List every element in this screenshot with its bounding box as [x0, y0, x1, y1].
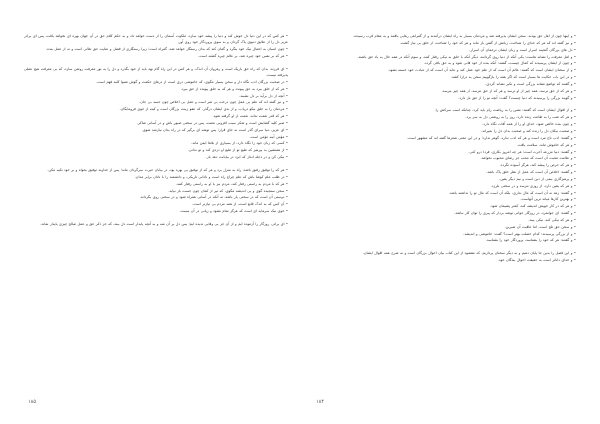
paragraph: • ای برادر، روزگار را آزموده ایم و از آن جز بی وفایی ندیده ایم؛ پس دل بر آن منه و به آنچه پایدار است دل ببند، که جز ذکر حق و عمل صالح چیزی پایدار نماند.	[40, 221, 288, 226]
paragraph: • آنچه از دل برآید بر دل نشیند.	[239, 93, 288, 98]
paragraph: • از همنشین بد بپرهیز که طبع تو از طبع او دزدی کند و تو ندانی.	[187, 148, 288, 153]
paragraph: • و چون بنده خالص شود، خدای او را از همه آفات نگاه دارد.	[482, 122, 576, 127]
paragraph: • و صحبت نیکان دل را زنده کند و صحبت بدان دل را بمیراند.	[481, 128, 576, 133]
paragraph: • و هر که یقین دارد، از روزی نترسد و در سختی نلرزد.	[490, 183, 576, 188]
paragraph: • دل های بزرگان گنجینه اسرار است و زبان ایشان ترجمان آن اسرار.	[469, 47, 576, 52]
paragraph: • و این فصل را بدین جا پایان دهیم و به دیگر سخنان پردازیم، که مقصود از این کتاب بیان احوال بزرگان است و نه شرح همه اقوال ایشان.	[362, 251, 576, 256]
left-page-text	[24, 33, 288, 227]
paragraph: • خوی نیک سرمایه ای است که هرگز تمام نشود و زیانی در آن نیست.	[179, 209, 288, 214]
paragraph: • و از بزرگی پرسیدند: کدام خصلت بهتر است؟ گفت: خاموشی و اندیشه.	[463, 231, 576, 236]
left-page	[24, 33, 288, 396]
paragraph: • و گفتند: زهد نه آن است که مال نداری، بلکه آن است که مال تو را نداشته باشد.	[448, 190, 576, 195]
paragraph: • و از اقوال ایشان است که گفتند: نفس را به ریاضت رام باید کرد، چنانکه اسب سرکش را.	[434, 108, 576, 113]
paragraph: • دوستی آن است که در سختی یار باشد، نه آنکه در آسانی همراه شود و در سختی روی بگرداند.	[139, 195, 288, 200]
paragraph: • آن کس که به اندک قانع است، از همه مردم بی نیازتر است.	[192, 202, 288, 207]
paragraph: • و نیز گفته اند که هر که خدای را شناخت، زبانش از گفتن باز ماند و هر که خود را شناخت، از خلق بی نیاز گشت.	[399, 40, 576, 45]
paragraph: • ای فرزند، بدان که راه حق باریک است و رهروان آن اندک، و هر کس در این راه گام نهد باید از خود بگذرد و دل را به نور معرفت روشن سازد، که بی معرفت هیچ عملی پذیرفته نیست.	[24, 66, 288, 78]
paragraph: • و پرهیزگاری نیمی از دین است و نیم دیگر یقین.	[499, 176, 576, 181]
paragraph: • و گفتند: اخلاص آن است که عمل از نظر خلق پاک باشد.	[486, 170, 576, 175]
paragraph: • و هر که نیکی کند، نیکی بیند.	[528, 217, 576, 222]
right-page-text	[312, 33, 576, 263]
paragraph: • و نیز گفته اند که علم بی عمل چون درخت بی ثمر است و عمل بی اخلاص چون جسد بی جان.	[139, 100, 288, 105]
paragraph: • و از سخنان ایشان است که گفتند: عالم آن است که از علم خود عمل کند و عابد آن است که از عبادت خود خسته نشود.	[387, 68, 576, 73]
paragraph: • و هر که خاموش ماند، سلامت یافت.	[516, 142, 576, 147]
paragraph: • ای عزیز، دنیا سرای گذر است نه جای قرار؛ پس توشه ای برگیر که در راه بدان نیازمند شوی.	[141, 127, 288, 132]
paragraph: • و چون از ایشان پرسیدند که کمال چیست، گفتند: آنکه بنده از خود فانی شود و به حق باقی گردد.	[423, 61, 576, 66]
paragraph: • و گفتند که تواضع نشانه بزرگی است و تکبر نشانه خُردی.	[485, 81, 576, 86]
paragraph: • هر که با مردم به راستی رفتار کند، مردم نیز با او به راستی رفتار کنند.	[175, 181, 288, 186]
left-page-number: ۱۸۵	[28, 399, 37, 405]
paragraph: • نیکی کن و در دجله انداز که ایزد در بیابانت دهد باز.	[205, 155, 288, 160]
paragraph: • و اهل معرفت را نشانه هاست: یکی آنکه از دنیا روی گردانند، دیگر آنکه با خلق به نیکی رفتار کنند، و سوم آنکه در همه حال به یاد حق باشند.	[357, 54, 576, 59]
paragraph: • هر کس که در این دنیا دل خوش کند و دنیا را پیشه خود سازد، ملکوت آسمان را از دست خواهد داد و به حکم کلام حق در آن جهان بهره ای نخواهد یافت، پس ای برادر عزیز دل را از علایق دنیوی پاک گردان و به سوی پروردگار خود روی آور.	[24, 34, 288, 45]
paragraph: • و علامت محبت آن است که محب جز رضای محبوب نخواهد.	[480, 156, 576, 161]
paragraph: • و در این باب حکایت ها بسیار است که اگر همه را بازگوییم سخن به درازا کشد.	[450, 75, 576, 80]
paragraph: • هر که از خلق ببرد به حق پیوندد و هر که به خلق پیوندد از حق ببرد.	[180, 86, 288, 91]
paragraph: • هر که را توفیق رفیق باشد، راه به منزل برد و هر که از توفیق بی بهره بود، در بیابان حیرت سرگردان ماند؛ پس از خداوند توفیق بخواه و بر خود تکیه مکن.	[47, 168, 288, 172]
paragraph: • و گفتند: هر که خود را بشناسد، پروردگار خود را بشناسد.	[485, 238, 576, 243]
paragraph: • سخن سنجیده گوی و بی اندیشه مگوی، که تیر از کمان چون جست باز نیاید.	[168, 188, 288, 193]
paragraph: • مردمان را به خلق نیکو دریاب، و از بدی ایشان درگذر، که عفو زینت بزرگان است و کینه از خوی فرومایگان.	[119, 107, 288, 112]
paragraph: • و گویند بزرگی را پرسیدند که دنیا چیست؟ گفت: آنچه تو را از حق باز دارد.	[458, 95, 576, 100]
paragraph: • مؤمن آینه مؤمن است.	[249, 134, 288, 139]
paragraph: • در صحبت بزرگان ادب نگاه دار و سخن بسیار مگوی، که خاموشی دری است از درهای حکمت و گوش شنوا کلید فهم است.	[96, 79, 288, 84]
paragraph: • هر که بر نفس خود چیره شد، بر عالم چیره گشته است.	[198, 53, 288, 58]
paragraph: • و هر که حرص را پیشه کند، هرگز آسوده نگردد.	[499, 163, 576, 168]
right-page	[312, 33, 576, 396]
paragraph: • صبر کلید گشایش است و شکر سبب افزونی نعمت، پس در سختی صبور باش و در آسانی شاکر.	[136, 120, 288, 125]
right-page-number: ۱۸۴	[316, 399, 325, 405]
paragraph: • و بهترین کارها میانه ترین آنهاست.	[520, 197, 576, 202]
paragraph: • و سخن حق تلخ است، اما عاقبت آن شیرین.	[504, 224, 576, 229]
paragraph: • و گفتند: ای جوانمرد، در روزگار جوانی توشه بردار که پیری را توان کار نباشد.	[454, 211, 576, 216]
paragraph: • و خدای داناتر است به حقیقت احوال بندگان خود.	[497, 258, 576, 263]
paragraph: • و گفتند: ادب تاج مرد است و هر که ادب ندارد، گوهر ندارد؛ و در این معنی شعرها گفته اند که مشهور است.	[406, 135, 576, 140]
paragraph: • کسی که زبان خود را نگاه دارد، از بسیاری از بلاها ایمن ماند.	[191, 141, 288, 146]
paragraph: • هر که قدر نعمت نداند، نعمت از او گرفته شود.	[212, 114, 288, 119]
paragraph: • در طلب علم کوشا باش که علم چراغ راه است و نادانی تاریکی، و دانشمند را با نادان برابر مدان.	[134, 174, 288, 179]
paragraph: • چون انسان به اعمال نیک خود بنگرد و گمان کند که بدان رستگار خواهد شد، گمراه است؛ زیرا رستگاری از فضل و عنایت حق تعالی است و نه از عمل بنده.	[45, 47, 288, 52]
paragraph: • و هر که شب را به طاعت زنده دارد، روز را به روشنی دل به سر برد.	[465, 115, 576, 120]
paragraph: • و هر که از حق ترسد، همه چیز از او ترسد و هر که از حق نترسد، از همه چیز بترسد.	[441, 88, 576, 93]
paragraph: • و هر که در کار خویش اندیشه کند، کمتر پشیمان شود.	[489, 204, 576, 209]
paragraph: • و گفتند: دنیا مزرعه آخرت است؛ هر چه امروز بکاری، فردا درو کنی.	[468, 149, 576, 154]
paragraph: • و اینها چون از اهل حق بودند، سخن ایشان پذیرفته شد و مردمان بسیار به راه ایشان درآمدند و از گمراهی رهایی یافتند و به مقام قرب رسیدند.	[352, 34, 576, 38]
